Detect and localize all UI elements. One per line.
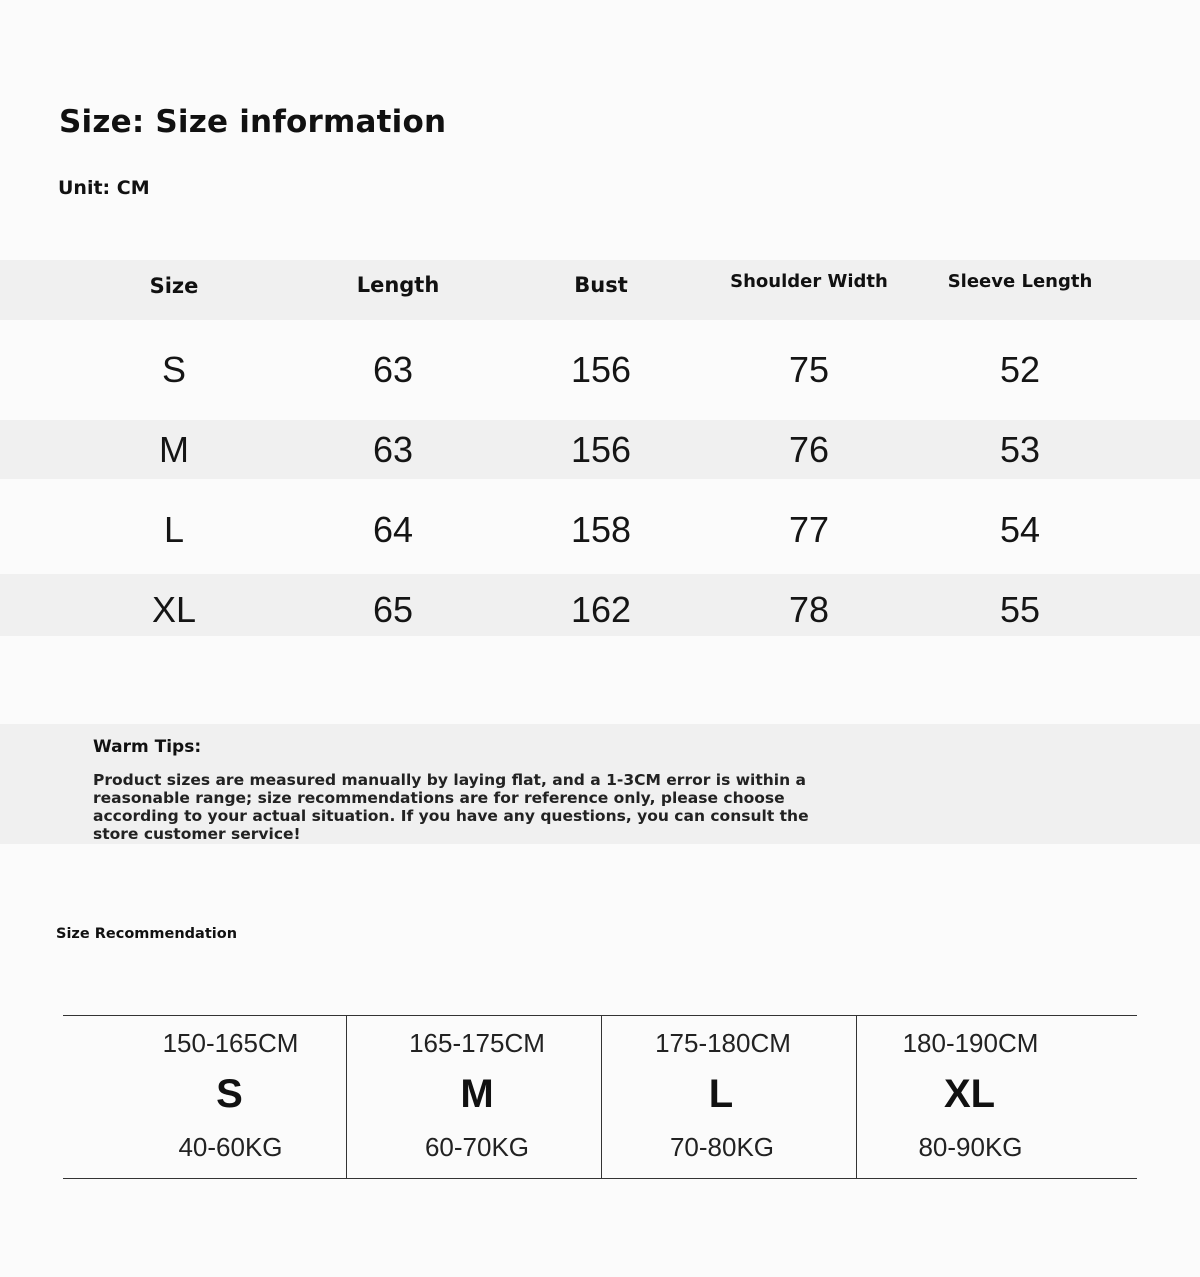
table-row: [0, 420, 1200, 480]
cell-size: M: [159, 429, 189, 470]
cell-size: XL: [151, 589, 197, 630]
recommendation-table: [63, 1015, 1137, 1179]
recommendation-height: 175-180CM: [655, 1028, 791, 1058]
cell-size: S: [161, 349, 187, 390]
recommendation-size: S: [216, 1072, 243, 1116]
page-title: Size: Size information: [59, 104, 447, 140]
table-row: [0, 500, 1200, 560]
cell-shoulder-width: 76: [788, 429, 830, 470]
header-length: Length: [356, 273, 440, 297]
cell-bust: 162: [570, 589, 632, 630]
cell-length: 65: [372, 589, 414, 630]
cell-length: 63: [372, 429, 414, 470]
cell-length: 64: [372, 509, 414, 550]
recommendation-weight: 80-90KG: [918, 1132, 1023, 1162]
cell-bust: 156: [570, 429, 632, 470]
header-shoulder-width: Shoulder Width: [730, 271, 888, 292]
cell-sleeve-length: 54: [999, 509, 1041, 550]
header-sleeve-length: Sleeve Length: [947, 271, 1093, 292]
recommendation-weight: 70-80KG: [669, 1132, 775, 1162]
recommendation-size: XL: [943, 1072, 996, 1116]
recommendation-weight: 40-60KG: [178, 1132, 283, 1162]
recommendation-cell-l: [601, 1016, 856, 1178]
cell-shoulder-width: 77: [788, 509, 830, 550]
recommendation-height: 165-175CM: [409, 1028, 545, 1058]
recommendation-cell-xl: [856, 1016, 1138, 1178]
cell-sleeve-length: 52: [999, 349, 1041, 390]
recommendation-weight: 60-70KG: [424, 1132, 530, 1162]
recommendation-cell-s: [63, 1016, 346, 1178]
recommendation-size: L: [708, 1072, 734, 1116]
recommendation-cell-m: [346, 1016, 601, 1178]
recommendation-size: M: [460, 1072, 494, 1116]
cell-shoulder-width: 78: [788, 589, 830, 630]
recommendation-height: 180-190CM: [902, 1028, 1039, 1058]
header-size: Size: [149, 274, 199, 298]
table-header-row: [0, 255, 1200, 315]
recommendation-title: Size Recommendation: [56, 926, 238, 942]
cell-sleeve-length: 55: [999, 589, 1041, 630]
cell-length: 63: [372, 349, 414, 390]
header-bust: Bust: [574, 273, 628, 297]
cell-sleeve-length: 53: [999, 429, 1041, 470]
recommendation-height: 150-165CM: [162, 1028, 299, 1058]
tips-title: Warm Tips:: [93, 737, 202, 757]
cell-bust: 158: [570, 509, 632, 550]
cell-size: L: [163, 509, 185, 550]
table-row: [0, 340, 1200, 400]
cell-bust: 156: [570, 349, 632, 390]
tips-body: Product sizes are measured manually by laying flat, and a 1-3CM error is within a reasonable range; size recommendations are for reference only, please choose according to your actual situation. If you have any questions, you can consult the store customer service!: [93, 771, 809, 843]
table-row: [0, 580, 1200, 640]
cell-shoulder-width: 75: [788, 349, 830, 390]
unit-label: Unit: CM: [58, 177, 150, 199]
